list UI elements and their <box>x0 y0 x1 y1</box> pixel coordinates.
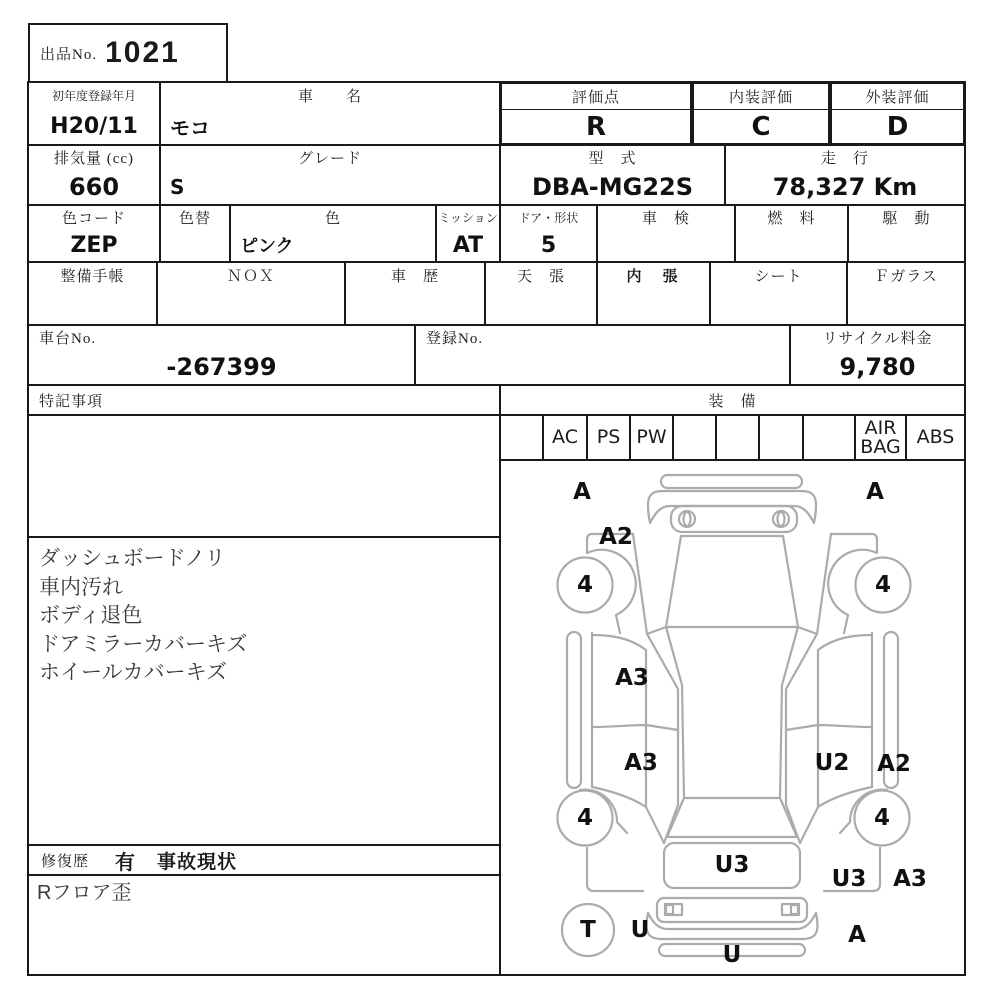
field-headliner-label: 天 張 <box>516 269 565 285</box>
field-registration-no-label: 登録No. <box>426 331 484 347</box>
field-interior-trim-value <box>598 288 709 324</box>
field-inspection-label: 車 検 <box>641 211 690 227</box>
field-service-book <box>28 262 157 325</box>
field-fuel-label: 燃 料 <box>767 211 816 227</box>
divider-line <box>28 536 500 538</box>
diagram-label-A: A <box>848 922 866 948</box>
diagram-label-A3: A3 <box>893 866 927 892</box>
field-model-code <box>500 145 725 205</box>
equipment-cell-airbag: AIR BAG <box>855 415 906 460</box>
diagram-label-U2: U2 <box>814 750 850 776</box>
field-color-code-label: 色コード <box>61 211 126 227</box>
equipment-cell-abs: ABS <box>906 415 965 460</box>
field-chassis-no-label: 車台No. <box>39 331 97 347</box>
field-score <box>500 82 692 145</box>
field-color-value: ピンク <box>240 236 294 257</box>
field-color-change-value <box>161 229 229 261</box>
field-drive-label: 駆 動 <box>882 211 931 227</box>
field-car-name-label: 車 名 <box>297 89 362 105</box>
field-transmission-label: ミッション <box>438 211 498 225</box>
special-notes-header-label: 特記事項 <box>39 393 104 410</box>
remarks-box <box>28 537 500 845</box>
field-first-registration-value: H20/11 <box>50 113 138 139</box>
remark-line: ドアミラーカバーキズ <box>39 632 248 656</box>
field-headliner <box>485 262 597 325</box>
equipment-header <box>500 385 965 415</box>
field-color-change-label: 色替 <box>178 211 211 227</box>
auction-number-label: 出品No. <box>40 46 98 63</box>
field-front-glass-value <box>848 288 964 324</box>
repair-history-label: 修復歴 <box>41 853 90 870</box>
field-exterior-grade <box>830 82 965 145</box>
field-score-value: R <box>585 111 607 142</box>
auction-number-box <box>28 23 228 83</box>
field-displacement-label: 排気量 (cc) <box>53 151 135 167</box>
field-first-registration <box>28 82 160 145</box>
diagram-label-4: 4 <box>874 572 892 598</box>
field-inspection-value <box>598 229 734 261</box>
field-seat-value <box>711 288 846 324</box>
field-color <box>230 205 436 262</box>
field-fuel-value <box>736 229 847 261</box>
field-color-code <box>28 205 160 262</box>
equipment-row <box>500 415 965 460</box>
field-displacement-value: 660 <box>68 172 120 201</box>
car-diagram-svg <box>501 461 965 975</box>
field-service-book-value <box>29 288 156 324</box>
remark-line: ダッシュボードノリ <box>39 547 226 570</box>
remark-line: ホイールカバーキズ <box>39 661 228 684</box>
field-seat-label: シート <box>754 269 803 285</box>
diagram-label-4: 4 <box>873 805 891 831</box>
field-color-label: 色 <box>324 211 341 227</box>
diagram-label-U: U <box>722 942 742 968</box>
field-interior-grade-label: 内装評価 <box>694 84 828 110</box>
equipment-cell <box>803 415 855 460</box>
equipment-cell <box>500 415 543 460</box>
field-interior-trim <box>597 262 710 325</box>
diagram-label-4: 4 <box>576 572 594 598</box>
field-model-code-value: DBA-MG22S <box>531 172 693 201</box>
field-mileage-value: 78,327 Km <box>772 172 918 201</box>
field-recycle-fee <box>790 325 965 385</box>
field-history-value <box>346 288 484 324</box>
field-color-change <box>160 205 230 262</box>
diagram-label-U3: U3 <box>831 866 867 892</box>
field-grade <box>160 145 500 205</box>
diagram-label-A3: A3 <box>624 750 658 776</box>
field-car-name-value: モコ <box>170 115 210 140</box>
field-interior-trim-label: 内 張 <box>626 267 681 285</box>
field-registration-no <box>415 325 790 385</box>
auction-number-value: 1021 <box>105 36 180 69</box>
diagram-label-A3: A3 <box>615 665 649 691</box>
field-recycle-fee-label: リサイクル料金 <box>822 331 933 347</box>
field-inspection <box>597 205 735 262</box>
field-interior-grade <box>692 82 830 145</box>
repair-history-status: 有 <box>115 851 136 874</box>
field-grade-label: グレード <box>297 151 362 167</box>
equipment-cell <box>759 415 803 460</box>
equipment-cell-ps: PS <box>587 415 630 460</box>
field-nox <box>157 262 345 325</box>
repair-history-detail: 事故現状 <box>157 851 238 873</box>
diagram-label-4: 4 <box>576 805 594 831</box>
field-car-name <box>160 82 500 145</box>
equipment-cell <box>673 415 716 460</box>
field-chassis-no-value: -267399 <box>166 352 277 381</box>
field-seat <box>710 262 847 325</box>
field-history <box>345 262 485 325</box>
special-notes-empty-box <box>28 415 500 537</box>
repair-history-header <box>28 845 500 875</box>
field-exterior-grade-label: 外装評価 <box>832 84 963 110</box>
field-transmission-value: AT <box>452 232 484 258</box>
field-doors <box>500 205 597 262</box>
special-notes-header <box>28 385 500 415</box>
field-doors-value: 5 <box>540 232 557 258</box>
diagram-label-A: A <box>573 479 591 505</box>
repair-notes-box <box>28 875 500 975</box>
field-fuel <box>735 205 848 262</box>
field-recycle-fee-value: 9,780 <box>839 352 916 381</box>
field-exterior-grade-value: D <box>886 111 909 142</box>
field-chassis-no <box>28 325 415 385</box>
field-mileage-label: 走 行 <box>820 151 869 167</box>
remark-line: ボディ退色 <box>39 604 143 627</box>
field-front-glass <box>847 262 965 325</box>
field-doors-label: ドア・形状 <box>518 211 579 225</box>
field-nox-label: ＮＯＸ <box>226 269 275 285</box>
diagram-label-U3: U3 <box>714 852 750 878</box>
field-drive-value <box>849 229 964 261</box>
diagram-label-U: U <box>630 917 650 943</box>
field-drive <box>848 205 965 262</box>
equipment-cell <box>716 415 759 460</box>
diagram-label-A: A <box>866 479 884 505</box>
field-transmission <box>436 205 500 262</box>
field-score-label: 評価点 <box>502 84 690 110</box>
car-diagram <box>500 460 965 975</box>
equipment-header-label: 装 備 <box>708 393 757 410</box>
field-history-label: 車 歴 <box>390 269 439 285</box>
field-registration-no-value <box>416 349 789 384</box>
field-displacement <box>28 145 160 205</box>
field-mileage <box>725 145 965 205</box>
field-interior-grade-value: C <box>751 111 771 142</box>
diagram-label-T: T <box>580 917 596 943</box>
diagram-label-A2: A2 <box>599 524 633 550</box>
field-nox-value <box>158 288 344 324</box>
repair-note-line: Rフロア歪 <box>37 882 132 904</box>
equipment-cell-ac: AC <box>543 415 587 460</box>
field-first-registration-label: 初年度登録年月 <box>51 89 136 103</box>
field-headliner-value <box>486 288 596 324</box>
equipment-cell-pw: PW <box>630 415 673 460</box>
remark-line: 車内汚れ <box>39 575 123 599</box>
field-model-code-label: 型 式 <box>588 151 637 167</box>
diagram-label-A2: A2 <box>877 751 911 777</box>
field-grade-value: S <box>170 174 185 199</box>
field-service-book-label: 整備手帳 <box>60 269 125 285</box>
field-front-glass-label: Ｆガラス <box>874 269 938 285</box>
field-color-code-value: ZEP <box>70 232 118 258</box>
divider-line <box>28 844 500 846</box>
